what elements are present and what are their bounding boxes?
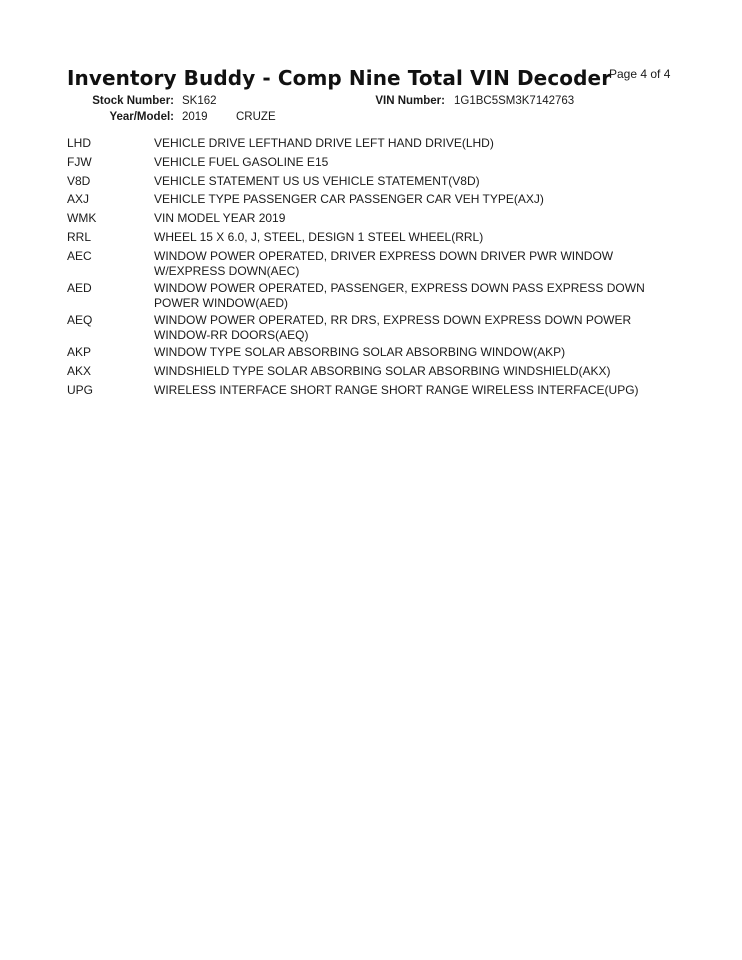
- option-description: VEHICLE STATEMENT US US VEHICLE STATEMENT(V8D): [154, 174, 480, 188]
- option-description: VEHICLE TYPE PASSENGER CAR PASSENGER CAR VEH TYPE(AXJ): [154, 192, 544, 206]
- vin-number-value: 1G1BC5SM3K7142763: [454, 95, 575, 107]
- option-code: WMK: [67, 211, 97, 225]
- option-description: VIN MODEL YEAR 2019: [154, 211, 286, 225]
- option-code: UPG: [67, 383, 94, 397]
- option-description: WIRELESS INTERFACE SHORT RANGE SHORT RANGE WIRELESS INTERFACE(UPG): [154, 383, 639, 397]
- option-description: WINDOW TYPE SOLAR ABSORBING SOLAR ABSORBING WINDOW(AKP): [154, 345, 566, 359]
- option-description: VEHICLE FUEL GASOLINE E15: [154, 155, 329, 169]
- option-code: AXJ: [67, 192, 90, 206]
- option-code: AKX: [67, 364, 92, 378]
- stock-number-label: Stock Number:: [92, 95, 174, 107]
- option-code: RRL: [67, 230, 92, 244]
- year-value: 2019: [182, 111, 208, 123]
- option-code: FJW: [67, 155, 92, 169]
- option-description: WINDOW POWER OPERATED, DRIVER EXPRESS DOWN DRIVER PWR WINDOW W/EXPRESS DOWN(AEC): [154, 249, 614, 278]
- option-code: AEQ: [67, 313, 93, 327]
- option-description: WINDSHIELD TYPE SOLAR ABSORBING SOLAR ABSORBING WINDSHIELD(AKX): [154, 364, 611, 378]
- vin-number-label: VIN Number:: [375, 95, 445, 107]
- option-code: AKP: [67, 345, 92, 359]
- year-model-label: Year/Model:: [109, 111, 174, 123]
- option-description: WINDOW POWER OPERATED, RR DRS, EXPRESS DOWN EXPRESS DOWN POWER WINDOW-RR DOORS(AEQ): [154, 313, 632, 342]
- option-description: VEHICLE DRIVE LEFTHAND DRIVE LEFT HAND DRIVE(LHD): [154, 136, 494, 150]
- document-title: Inventory Buddy - Comp Nine Total VIN Decoder: [67, 66, 612, 90]
- option-description: WINDOW POWER OPERATED, PASSENGER, EXPRESS DOWN PASS EXPRESS DOWN POWER WINDOW(AED): [154, 281, 645, 310]
- option-code: AED: [67, 281, 92, 295]
- page-number: Page 4 of 4: [609, 67, 671, 81]
- option-code: AEC: [67, 249, 92, 263]
- stock-number-value: SK162: [182, 95, 217, 107]
- option-code: LHD: [67, 136, 92, 150]
- option-code: V8D: [67, 174, 91, 188]
- model-value: CRUZE: [236, 111, 276, 123]
- option-description: WHEEL 15 X 6.0, J, STEEL, DESIGN 1 STEEL WHEEL(RRL): [154, 230, 484, 244]
